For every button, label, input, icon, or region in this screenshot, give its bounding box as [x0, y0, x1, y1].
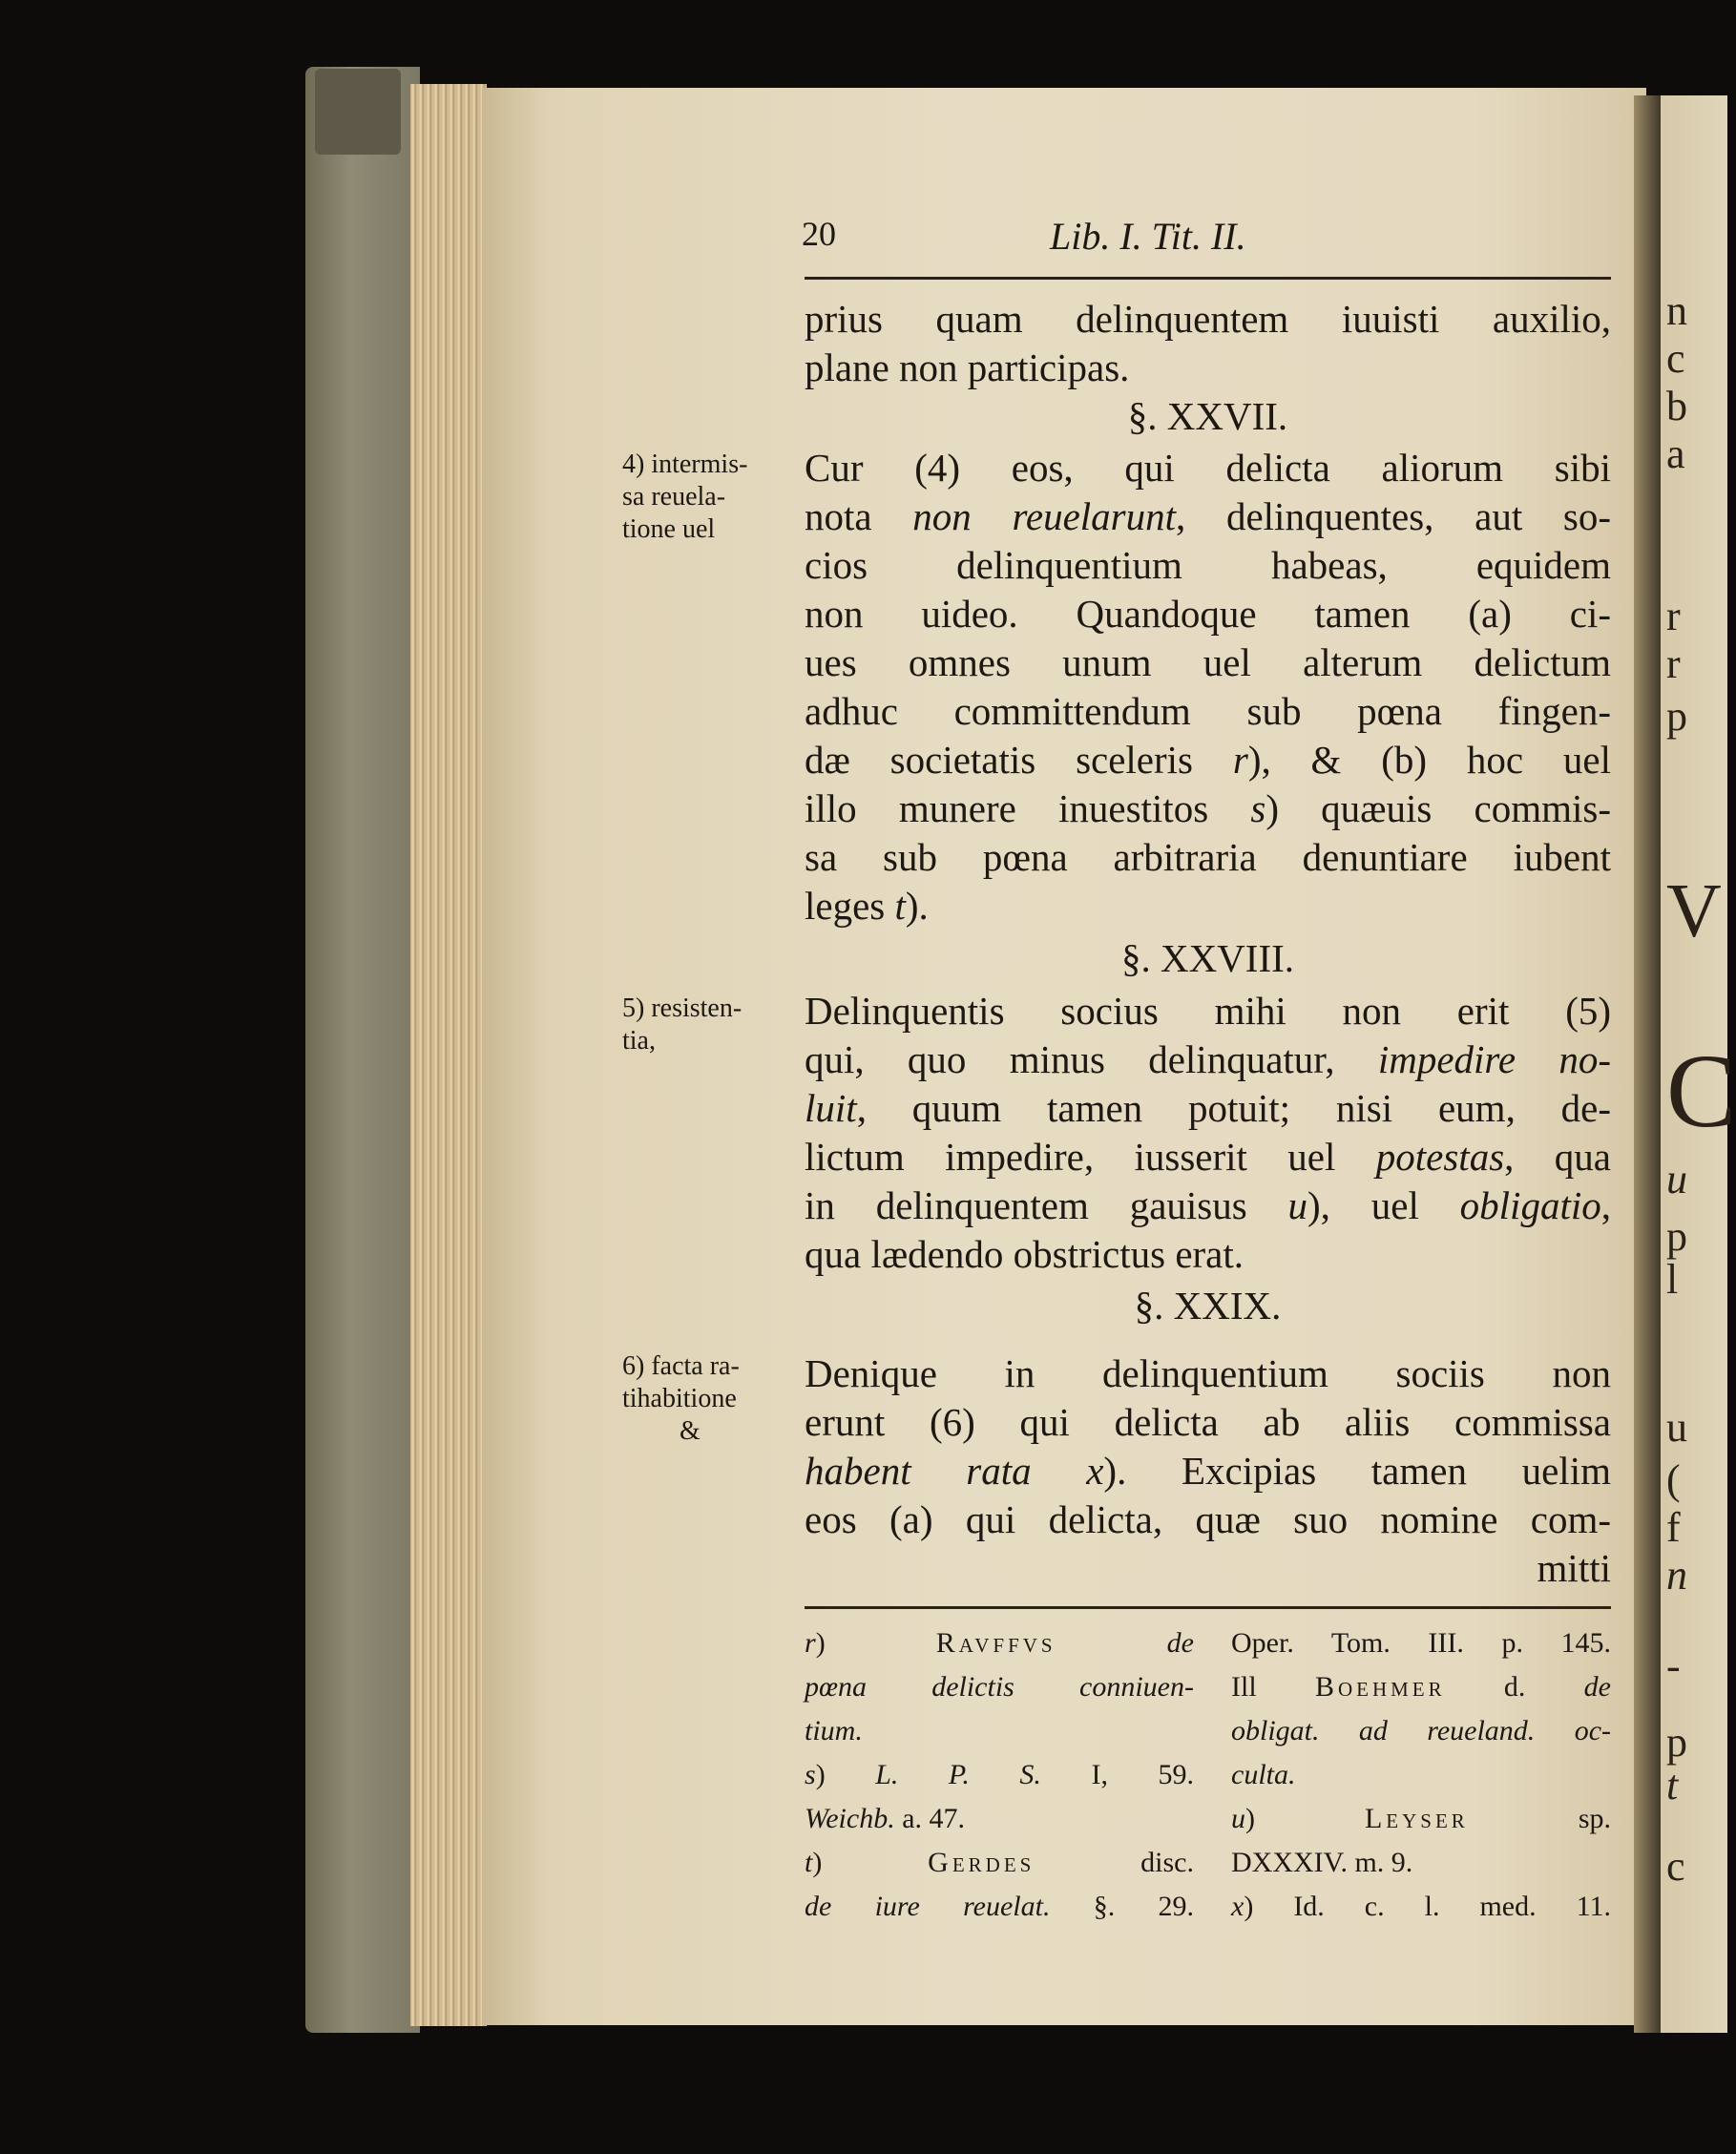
margin-note-line: tia, — [622, 1026, 656, 1056]
text-line: prius quam delinquentem iuuisti auxilio, — [805, 297, 1611, 341]
footnote-line: Ill Boehmer d. de — [1231, 1671, 1611, 1703]
footnote-line: t) Gerdes disc. — [805, 1847, 1194, 1878]
footnote-line: u) Leyser sp. — [1231, 1803, 1611, 1834]
facing-page-letter: c — [1666, 1843, 1685, 1890]
header-rule — [805, 277, 1611, 280]
text-line: habent rata x). Excipias tamen uelim — [805, 1449, 1611, 1493]
facing-page-letter: p — [1666, 693, 1687, 740]
running-header — [802, 214, 1365, 271]
facing-page-letter: n — [1666, 1552, 1687, 1599]
footnote-line: obligat. ad reueland. oc- — [1231, 1715, 1611, 1746]
text-line: Cur (4) eos, qui delicta aliorum sibi — [805, 446, 1611, 490]
book-cover — [305, 67, 420, 2033]
text-line: plane non participas. — [805, 345, 1130, 389]
margin-note — [622, 1350, 813, 1448]
text-line: sa sub pœna arbitraria denuntiare iubent — [805, 835, 1611, 879]
text-line: erunt (6) qui delicta ab aliis commissa — [805, 1400, 1611, 1444]
footnote-line: DXXXIV. m. 9. — [1231, 1847, 1413, 1878]
facing-page-letter: t — [1666, 1762, 1679, 1809]
text-line: Delinquentis socius mihi non erit (5) — [805, 989, 1611, 1033]
section-heading: §. XXVII. — [1127, 394, 1288, 438]
page-number: 20 — [802, 215, 836, 253]
text-line: luit, quum tamen potuit; nisi eum, de- — [805, 1086, 1611, 1130]
text-line: lictum impedire, iusserit uel potestas, qua — [805, 1135, 1611, 1179]
running-title: Lib. I. Tit. II. — [1050, 215, 1246, 258]
footnote-line: x) Id. c. l. med. 11. — [1231, 1891, 1611, 1922]
facing-page-letter: a — [1666, 430, 1685, 477]
margin-note-line: & — [680, 1416, 701, 1446]
text-line: in delinquentem gauisus u), uel obligatio, — [805, 1183, 1611, 1227]
facing-page-letter: f — [1666, 1504, 1681, 1551]
facing-page-letter: b — [1666, 383, 1687, 429]
catchword: mitti — [1537, 1546, 1611, 1590]
facing-page-letter: p — [1666, 1213, 1687, 1260]
margin-note-line: 4) intermis- — [622, 450, 748, 479]
footnote-line: culta. — [1231, 1759, 1296, 1790]
text-line: qui, quo minus delinquatur, impedire no- — [805, 1037, 1611, 1081]
facing-page-letter: u — [1666, 1156, 1687, 1202]
facing-page-letter: c — [1666, 335, 1685, 382]
page-edges — [410, 84, 487, 2026]
text-line: leges t). — [805, 884, 929, 928]
footnote-line: Weichb. a. 47. — [805, 1803, 966, 1834]
facing-page-letter: - — [1666, 1642, 1681, 1689]
margin-note-line: 5) resisten- — [622, 993, 743, 1023]
footnote-line: de iure reuelat. §. 29. — [805, 1891, 1195, 1922]
text-line: qua lædendo obstrictus erat. — [805, 1232, 1244, 1276]
margin-note-line: 6) facta ra- — [622, 1351, 740, 1381]
facing-page-letter: n — [1666, 287, 1687, 334]
footnote-line: s) L. P. S. I, 59. — [805, 1759, 1194, 1790]
margin-note — [622, 993, 813, 1057]
facing-page-letter: l — [1666, 1256, 1679, 1303]
facing-page-fragment — [1661, 95, 1736, 2033]
text-line: illo munere inuestitos s) quæuis commis- — [805, 786, 1612, 830]
footnote-rule — [805, 1606, 1611, 1609]
facing-page-letter: p — [1666, 1719, 1687, 1766]
facing-page-letter: C — [1666, 1033, 1736, 1149]
footnote-line: Oper. Tom. III. p. 145. — [1231, 1627, 1611, 1659]
text-line: dæ societatis sceleris r), & (b) hoc uel — [805, 738, 1612, 782]
text-line: eos (a) qui delicta, quæ suo nomine com- — [805, 1497, 1611, 1541]
footnote-line: tium. — [805, 1715, 863, 1746]
facing-page-letter: u — [1666, 1404, 1687, 1451]
text-line: non uideo. Quandoque tamen (a) ci- — [805, 592, 1611, 636]
facing-page-letter: r — [1666, 593, 1681, 639]
margin-note — [622, 449, 813, 546]
text-line: nota non reuelarunt, delinquentes, aut so- — [805, 494, 1611, 538]
cover-corner — [315, 69, 401, 155]
binding-gutter — [1634, 95, 1663, 2033]
margin-note-line: sa reuela- — [622, 482, 726, 512]
text-line: cios delinquentium habeas, equidem — [805, 543, 1611, 587]
margin-note-line: tione uel — [622, 514, 716, 544]
footnote-line: pœna delictis conniuen- — [805, 1671, 1194, 1703]
section-heading: §. XXIX. — [1134, 1284, 1282, 1328]
text-line: Denique in delinquentium sociis non — [805, 1351, 1611, 1395]
section-heading: §. XXVIII. — [1120, 936, 1295, 980]
margin-note-line: tihabitione — [622, 1384, 737, 1413]
facing-page-letter: V — [1666, 869, 1722, 953]
facing-page-letter: r — [1666, 640, 1681, 687]
text-line: ues omnes unum uel alterum delictum — [805, 640, 1611, 684]
text-line: adhuc committendum sub pœna fingen- — [805, 689, 1611, 733]
facing-page-letter: ( — [1666, 1456, 1681, 1503]
footnote-line: r) Ravffvs de — [805, 1627, 1194, 1659]
